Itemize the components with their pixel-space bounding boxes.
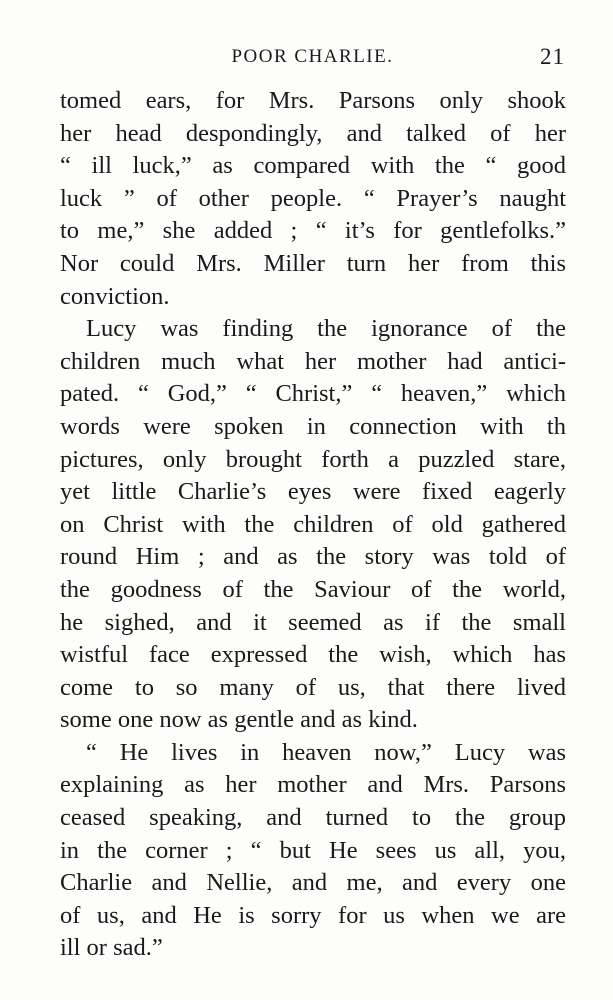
text-line: explaining as her mother and Mrs. Parsons [60,771,566,799]
text-line: pated. “ God,” “ Christ,” “ heaven,” which [60,380,566,408]
text-line: Lucy was finding the ignorance of the [86,315,566,343]
text-line: come to so many of us, that there lived [60,673,566,701]
body-text [60,85,566,965]
text-line: some one now as gentle and as kind. [60,706,418,734]
text-line: children much what her mother had antici- [60,347,566,375]
page-number: 21 [540,44,565,69]
text-line: “ ill luck,” as compared with the “ good [60,152,566,180]
text-line: tomed ears, for Mrs. Parsons only shook [60,87,566,114]
text-line: pictures, only brought forth a puzzled stare, [60,445,566,473]
text-line: the goodness of the Saviour of the world, [60,575,566,603]
text-line: “ He lives in heaven now,” Lucy was [86,738,566,766]
running-title: POOR CHARLIE. [231,46,394,67]
text-line: conviction. [60,282,170,310]
text-line: words were spoken in connection with th [60,412,566,440]
text-line: wistful face expressed the wish, which has [60,641,566,669]
text-line: Charlie and Nellie, and me, and every one [60,869,566,897]
text-line: on Christ with the children of old gathered [60,510,566,538]
text-line: in the corner ; “ but He sees us all, you, [60,836,566,864]
running-head [60,44,565,74]
text-line: ill or sad.” [60,934,163,962]
text-line: Nor could Mrs. Miller turn her from this [60,249,566,277]
text-line: her head despondingly, and talked of her [60,119,566,147]
text-line: he sighed, and it seemed as if the small [60,608,566,636]
text-line: round Him ; and as the story was told of [60,543,566,571]
text-line: of us, and He is sorry for us when we are [60,901,566,929]
text-line: to me,” she added ; “ it’s for gentlefolks.” [60,217,566,245]
text-line: ceased speaking, and turned to the group [60,804,566,832]
text-line: yet little Charlie’s eyes were fixed eagerly [60,478,566,506]
text-line: luck ” of other people. “ Prayer’s naught [60,184,566,212]
